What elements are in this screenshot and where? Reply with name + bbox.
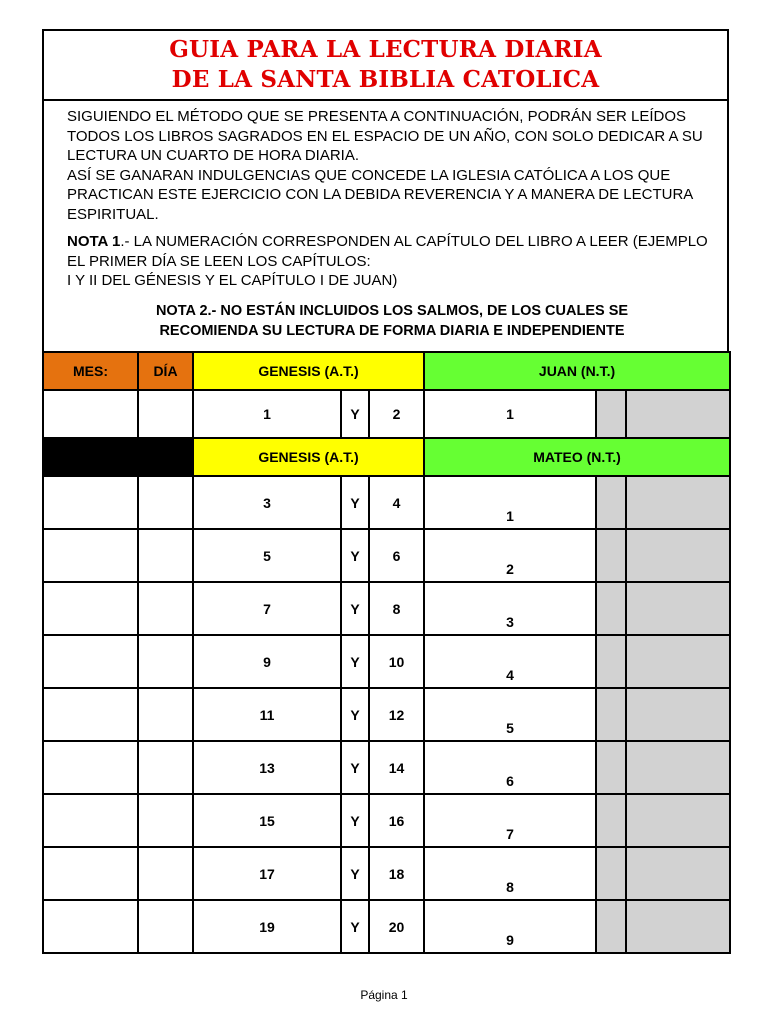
check-cell[interactable] <box>596 741 626 794</box>
table-row <box>43 688 730 741</box>
notes-cell[interactable] <box>626 635 730 688</box>
section-blank-dia <box>138 438 193 476</box>
nt-chapter: 9 <box>424 900 596 953</box>
nota-2-line-2: RECOMIENDA SU LECTURA DE FORMA DIARIA E INDEPENDIENTE <box>159 322 625 339</box>
ot-chapter-end: 4 <box>369 476 424 529</box>
ot-chapter-start: 15 <box>193 794 341 847</box>
nt-chapter: 5 <box>424 688 596 741</box>
check-cell[interactable] <box>596 688 626 741</box>
title-line-1: GUIA PARA LA LECTURA DIARIA <box>169 36 602 63</box>
day-cell[interactable] <box>138 900 193 953</box>
ot-chapter-end: 8 <box>369 582 424 635</box>
nt-chapter: 1 <box>424 476 596 529</box>
nt-chapter: 8 <box>424 847 596 900</box>
day-cell[interactable] <box>138 529 193 582</box>
table-row <box>43 794 730 847</box>
page-number: Página 1 <box>360 988 408 1002</box>
table-row <box>43 390 730 438</box>
notes-cell[interactable] <box>626 900 730 953</box>
check-cell[interactable] <box>596 390 626 438</box>
check-cell[interactable] <box>596 529 626 582</box>
table-row <box>43 476 730 529</box>
ot-chapter-start: 9 <box>193 635 341 688</box>
section-old-testament: GENESIS (A.T.) <box>193 438 424 476</box>
month-cell[interactable] <box>43 529 138 582</box>
ot-conjunction: Y <box>341 794 369 847</box>
table-row <box>43 529 730 582</box>
notes-cell[interactable] <box>626 794 730 847</box>
notes-cell[interactable] <box>626 688 730 741</box>
month-cell[interactable] <box>43 635 138 688</box>
ot-chapter-end: 16 <box>369 794 424 847</box>
nota-1 <box>67 232 717 291</box>
table-row <box>43 582 730 635</box>
month-cell[interactable] <box>43 741 138 794</box>
day-cell[interactable] <box>138 476 193 529</box>
ot-chapter-start: 1 <box>193 390 341 438</box>
day-cell[interactable] <box>138 794 193 847</box>
ot-conjunction: Y <box>341 900 369 953</box>
ot-chapter-end: 6 <box>369 529 424 582</box>
ot-chapter-end: 14 <box>369 741 424 794</box>
ot-chapter-start: 13 <box>193 741 341 794</box>
section-header-row <box>43 438 730 476</box>
notes-cell[interactable] <box>626 741 730 794</box>
check-cell[interactable] <box>596 476 626 529</box>
ot-chapter-start: 17 <box>193 847 341 900</box>
nt-chapter: 2 <box>424 529 596 582</box>
notes-cell[interactable] <box>626 476 730 529</box>
header-old-testament: GENESIS (A.T.) <box>193 352 424 390</box>
month-cell[interactable] <box>43 794 138 847</box>
nt-chapter: 1 <box>424 390 596 438</box>
month-cell[interactable] <box>43 688 138 741</box>
ot-conjunction: Y <box>341 529 369 582</box>
nota-1-line-2: I Y II DEL GÉNESIS Y EL CAPÍTULO I DE JUAN) <box>67 272 398 289</box>
header-dia: DÍA <box>138 352 193 390</box>
check-cell[interactable] <box>596 847 626 900</box>
month-cell[interactable] <box>43 582 138 635</box>
header-mes: MES: <box>43 352 138 390</box>
ot-conjunction: Y <box>341 476 369 529</box>
ot-conjunction: Y <box>341 741 369 794</box>
reading-guide-document <box>42 29 729 954</box>
ot-chapter-end: 2 <box>369 390 424 438</box>
ot-chapter-end: 18 <box>369 847 424 900</box>
month-cell[interactable] <box>43 900 138 953</box>
nt-chapter: 7 <box>424 794 596 847</box>
table-header-row <box>43 352 730 390</box>
check-cell[interactable] <box>596 794 626 847</box>
day-cell[interactable] <box>138 741 193 794</box>
day-cell[interactable] <box>138 847 193 900</box>
ot-conjunction: Y <box>341 582 369 635</box>
table-row <box>43 635 730 688</box>
day-cell[interactable] <box>138 688 193 741</box>
ot-chapter-start: 5 <box>193 529 341 582</box>
check-cell[interactable] <box>596 635 626 688</box>
notes-cell[interactable] <box>626 390 730 438</box>
day-cell[interactable] <box>138 390 193 438</box>
header-new-testament: JUAN (N.T.) <box>424 352 730 390</box>
notes-cell[interactable] <box>626 847 730 900</box>
table-row <box>43 741 730 794</box>
ot-conjunction: Y <box>341 847 369 900</box>
title-line-2: DE LA SANTA BIBLIA CATOLICA <box>171 66 600 93</box>
section-blank-mes <box>43 438 138 476</box>
ot-conjunction: Y <box>341 635 369 688</box>
day-cell[interactable] <box>138 635 193 688</box>
intro-section <box>42 101 729 351</box>
nt-chapter: 4 <box>424 635 596 688</box>
nota-1-text: .- LA NUMERACIÓN CORRESPONDEN AL CAPÍTULO DEL LIBRO A LEER (EJEMPLO EL PRIMER DÍA SE LEEN LOS CAPÍTULOS: <box>67 233 708 270</box>
intro-paragraph-1: SIGUIENDO EL MÉTODO QUE SE PRESENTA A CONTINUACIÓN, PODRÁN SER LEÍDOS TODOS LOS LIBROS SAGRADOS EN EL ESPACIO DE UN AÑO, CON SOLO DEDICAR A SU LECTURA UN CUARTO DE HORA DIARIA. <box>67 108 703 164</box>
month-cell[interactable] <box>43 847 138 900</box>
table-row <box>43 847 730 900</box>
ot-chapter-end: 10 <box>369 635 424 688</box>
nota-1-label: NOTA 1 <box>67 233 121 250</box>
ot-chapter-end: 12 <box>369 688 424 741</box>
section-new-testament: MATEO (N.T.) <box>424 438 730 476</box>
notes-cell[interactable] <box>626 582 730 635</box>
nota-2 <box>67 301 717 341</box>
ot-chapter-start: 3 <box>193 476 341 529</box>
day-cell[interactable] <box>138 582 193 635</box>
nt-chapter: 3 <box>424 582 596 635</box>
check-cell[interactable] <box>596 582 626 635</box>
month-cell[interactable] <box>43 390 138 438</box>
ot-chapter-start: 19 <box>193 900 341 953</box>
intro-paragraph-2: ASÍ SE GANARAN INDULGENCIAS QUE CONCEDE LA IGLESIA CATÓLICA A LOS QUE PRACTICAN ESTE EJERCICIO CON LA DEBIDA REVERENCIA Y A MANERA DE LECTURA ESPIRITUAL. <box>67 166 693 223</box>
ot-chapter-start: 11 <box>193 688 341 741</box>
nt-chapter: 6 <box>424 741 596 794</box>
ot-conjunction: Y <box>341 390 369 438</box>
ot-conjunction: Y <box>341 688 369 741</box>
nota-2-line-1: NOTA 2.- NO ESTÁN INCLUIDOS LOS SALMOS, DE LOS CUALES SE <box>155 302 629 319</box>
notes-cell[interactable] <box>626 529 730 582</box>
table-row <box>43 900 730 953</box>
reading-table <box>42 351 731 954</box>
check-cell[interactable] <box>596 900 626 953</box>
title-box <box>42 29 729 101</box>
ot-chapter-end: 20 <box>369 900 424 953</box>
ot-chapter-start: 7 <box>193 582 341 635</box>
month-cell[interactable] <box>43 476 138 529</box>
